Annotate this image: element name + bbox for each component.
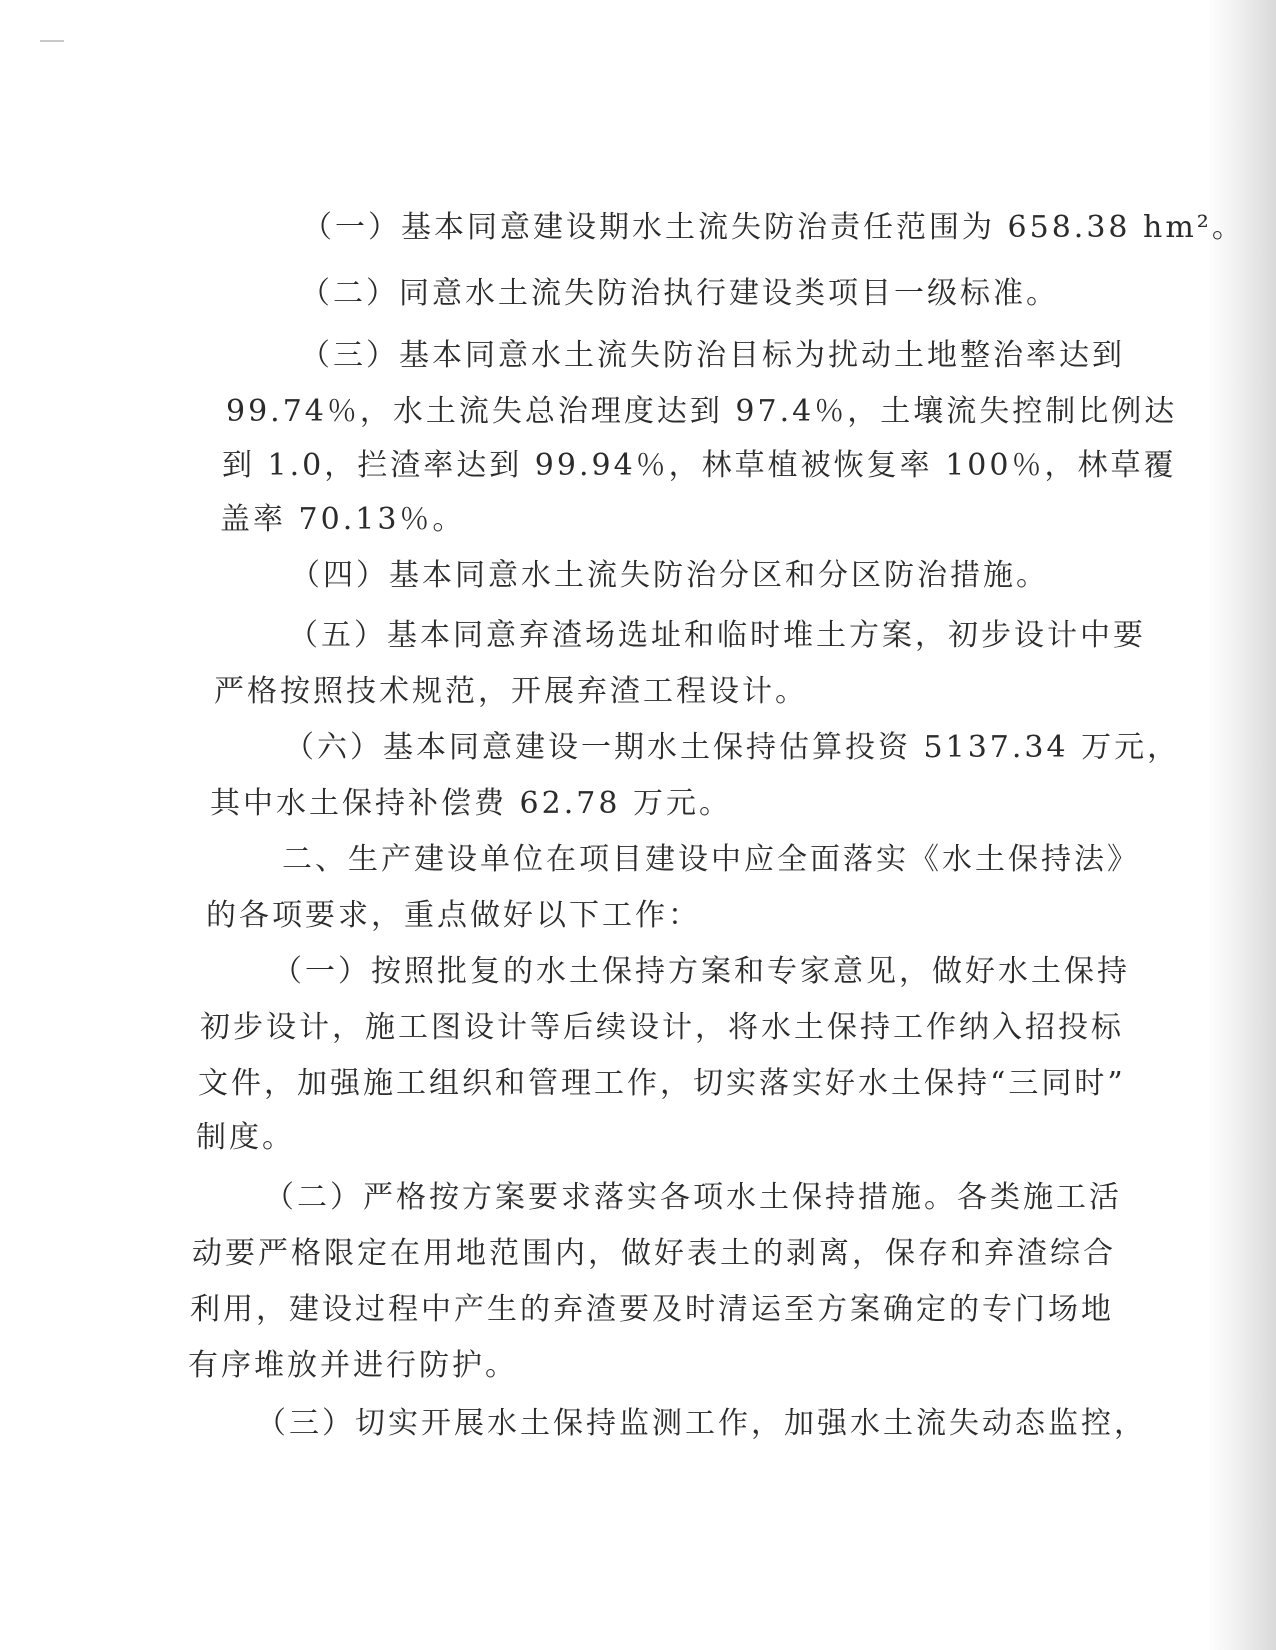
paragraph-line: （六）基本同意建设一期水土保持估算投资 5137.34 万元， <box>284 730 1181 765</box>
paragraph-line: 初步设计，施工图设计等后续设计，将水土保持工作纳入招投标 <box>200 1010 1124 1045</box>
paragraph-line: （二）严格按方案要求落实各项水土保持措施。各类施工活 <box>264 1180 1122 1215</box>
paragraph-line: （五）基本同意弃渣场选址和临时堆土方案，初步设计中要 <box>288 618 1146 653</box>
paragraph-line: 其中水土保持补偿费 62.78 万元。 <box>210 786 732 821</box>
paragraph-line: （三）基本同意水土流失防治目标为扰动土地整治率达到 <box>300 338 1125 373</box>
paragraph-line: 二、生产建设单位在项目建设中应全面落实《水土保持法》 <box>282 842 1140 877</box>
paragraph-line: （一）按照批复的水土保持方案和专家意见，做好水土保持 <box>272 954 1130 989</box>
paragraph-line: 盖率 70.13％。 <box>220 502 466 537</box>
paragraph-line: 到 1.0，拦渣率达到 99.94％，林草植被恢复率 100％，林草覆 <box>222 448 1177 483</box>
paragraph-line: 动要严格限定在用地范围内，做好表土的剥离，保存和弃渣综合 <box>192 1236 1116 1271</box>
paragraph-line: （四）基本同意水土流失防治分区和分区防治措施。 <box>290 558 1049 593</box>
paragraph-line: （二）同意水土流失防治执行建设类项目一级标准。 <box>300 276 1059 311</box>
paragraph-line: 制度。 <box>196 1120 295 1155</box>
paragraph-line: 有序堆放并进行防护。 <box>188 1348 518 1383</box>
paragraph-line: （三）切实开展水土保持监测工作，加强水土流失动态监控， <box>256 1406 1147 1441</box>
paragraph-line: 文件，加强施工组织和管理工作，切实落实好水土保持“三同时” <box>198 1066 1126 1101</box>
paragraph-line: 严格按照技术规范，开展弃渣工程设计。 <box>214 674 808 709</box>
paragraph-line: 99.74％，水土流失总治理度达到 97.4％，土壤流失控制比例达 <box>226 394 1178 429</box>
paragraph-line: （一）基本同意建设期水土流失防治责任范围为 658.38 hm²。 <box>302 210 1245 245</box>
paragraph-line: 的各项要求，重点做好以下工作： <box>206 898 701 933</box>
paragraph-line: 利用，建设过程中产生的弃渣要及时清运至方案确定的专门场地 <box>190 1292 1114 1327</box>
